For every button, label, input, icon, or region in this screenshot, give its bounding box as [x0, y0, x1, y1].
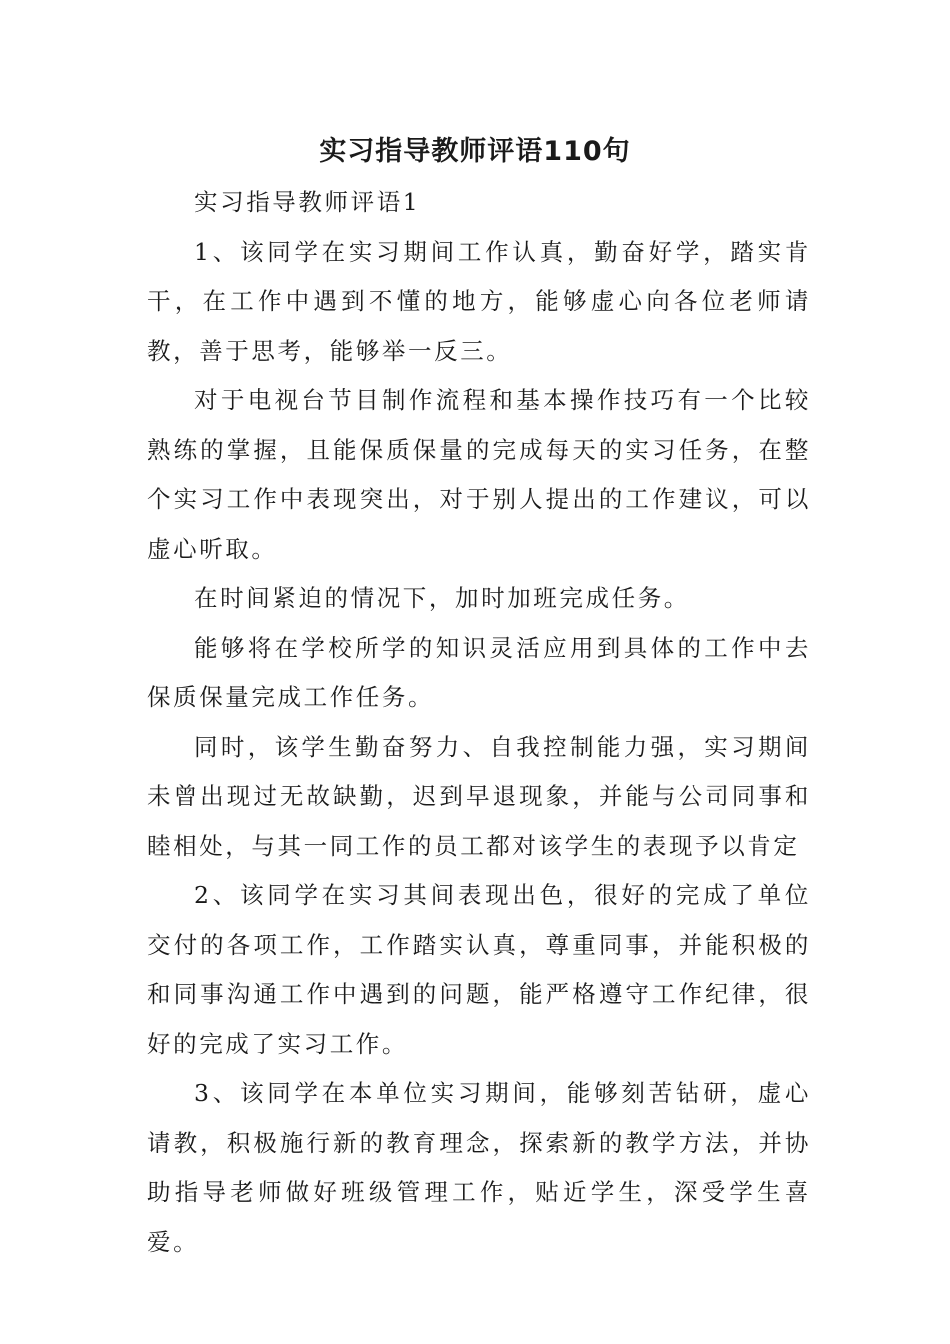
document-body [147, 178, 811, 1267]
paragraph: 3、该同学在本单位实习期间，能够刻苦钻研，虚心请教，积极施行新的教育理念，探索新的教学方法，并协助指导老师做好班级管理工作，贴近学生，深受学生喜爱。 [147, 1079, 811, 1256]
document-title: 实习指导教师评语110句 [319, 136, 631, 167]
paragraph: 1、该同学在实习期间工作认真，勤奋好学，踏实肯干，在工作中遇到不懂的地方，能够虚心向各位老师请教，善于思考，能够举一反三。 [147, 237, 811, 365]
paragraph: 对于电视台节目制作流程和基本操作技巧有一个比较熟练的掌握，且能保质保量的完成每天的实习任务，在整个实习工作中表现突出，对于别人提出的工作建议，可以虚心听取。 [147, 386, 811, 563]
paragraph: 同时，该学生勤奋努力、自我控制能力强，实习期间未曾出现过无故缺勤，迟到早退现象，并能与公司同事和睦相处，与其一同工作的员工都对该学生的表现予以肯定 [147, 732, 811, 860]
paragraph: 能够将在学校所学的知识灵活应用到具体的工作中去保质保量完成工作任务。 [147, 633, 811, 711]
section-heading: 实习指导教师评语1 [194, 188, 421, 216]
paragraph: 在时间紧迫的情况下，加时加班完成任务。 [194, 584, 690, 612]
paragraph: 2、该同学在实习其间表现出色，很好的完成了单位交付的各项工作，工作踏实认真，尊重同事，并能积极的和同事沟通工作中遇到的问题，能严格遵守工作纪律，很好的完成了实习工作。 [147, 881, 811, 1058]
